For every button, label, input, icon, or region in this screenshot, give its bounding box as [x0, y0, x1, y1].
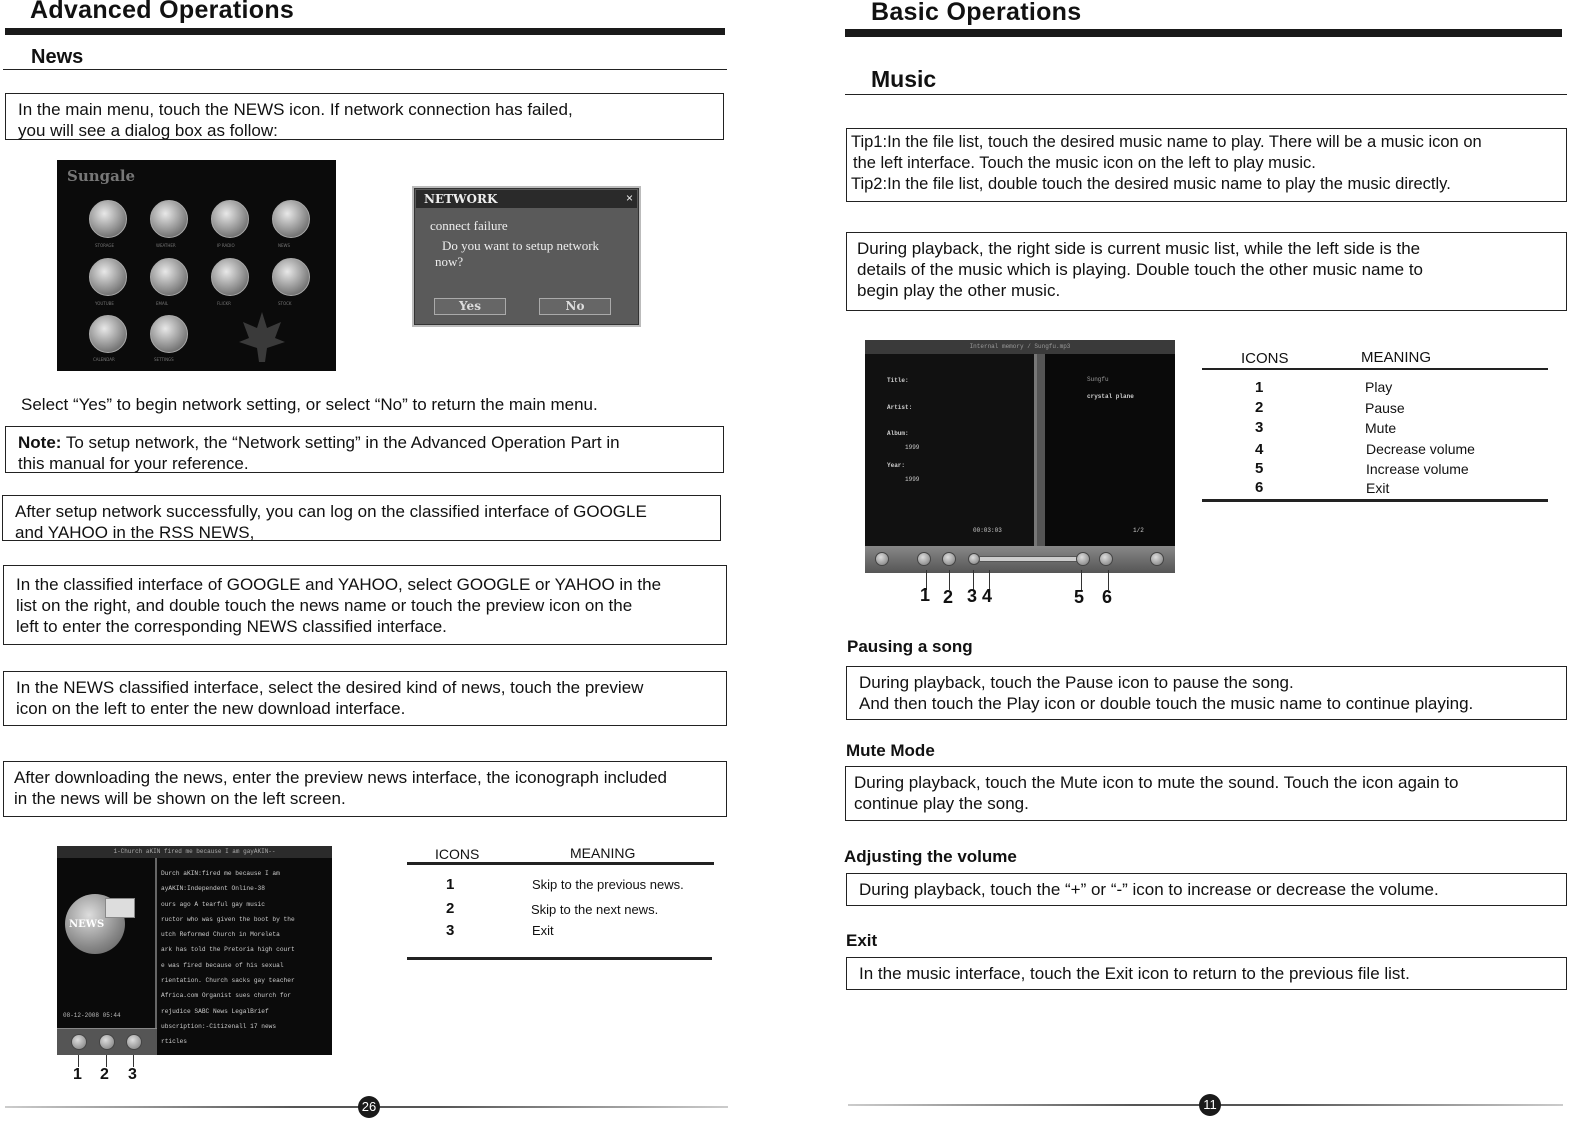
calendar-icon — [89, 315, 127, 353]
no-button[interactable]: No — [539, 298, 611, 315]
text-line: begin play the other music. — [857, 281, 1061, 300]
text-line: In the music interface, touch the Exit icon to return to the previous file list. — [859, 964, 1410, 983]
main-menu-screenshot — [57, 160, 336, 371]
page-number: 11 — [1199, 1094, 1221, 1116]
album-label: Album: — [887, 430, 909, 437]
icon-number: 3 — [446, 922, 455, 939]
flickr-icon — [211, 258, 249, 296]
text-line: left to enter the corresponding NEWS classified interface. — [16, 617, 447, 636]
left-subsection-title: News — [31, 46, 84, 68]
callout-number: 2 — [943, 587, 954, 607]
text-line: icon on the left to enter the new download interface. — [16, 699, 406, 718]
news-icon — [272, 200, 310, 238]
icon-meaning: Exit — [1366, 480, 1390, 496]
article-line: Africa.com Organist sues church for — [161, 992, 291, 1000]
elapsed-time: 00:03:03 — [973, 527, 1002, 534]
album-value: 1999 — [905, 444, 920, 451]
icon-meaning: Skip to the previous news. — [532, 877, 684, 892]
table-footer-rule — [1202, 499, 1548, 502]
tips-box — [846, 128, 1567, 202]
youtube-icon — [89, 258, 127, 296]
icon-meaning: Increase volume — [1366, 461, 1469, 477]
maple-leaf-icon — [237, 310, 287, 365]
article-line: ayAKIN:Independent Online-38 — [161, 885, 265, 893]
icon-label: EMAIL — [156, 301, 169, 306]
icon-label: STOCK — [278, 301, 292, 306]
play-button[interactable] — [917, 552, 931, 566]
stock-icon — [272, 258, 310, 296]
playlist-count: 1/2 — [1133, 527, 1144, 534]
note-box — [5, 426, 724, 473]
exit-button[interactable] — [126, 1034, 142, 1050]
callout-number: 4 — [982, 586, 993, 606]
article-line: ours ago A tearful gay music — [161, 900, 265, 908]
article-line: ark has told the Pretoria high court — [161, 946, 295, 954]
close-icon[interactable]: × — [626, 191, 634, 205]
setup-success-box — [2, 495, 721, 541]
volume-up-button[interactable] — [1076, 552, 1090, 566]
download-news-box — [3, 761, 727, 817]
music-player-screenshot — [865, 340, 1175, 573]
playlist-item[interactable]: Sungfu — [1087, 376, 1109, 383]
page-number: 26 — [358, 1096, 380, 1118]
icon-number: 4 — [1255, 441, 1264, 458]
dialog-question: Do you want to setup network — [442, 238, 600, 253]
article-line: ructor who was given the boot by the — [161, 915, 295, 923]
text-line: During playback, touch the Mute icon to mute the sound. Touch the icon again to — [854, 773, 1459, 792]
note-label: Note: — [18, 433, 62, 452]
settings-icon — [150, 315, 188, 353]
news-logo-text: NEWS — [69, 919, 105, 930]
next-news-button[interactable] — [99, 1034, 115, 1050]
select-instruction: Select “Yes” to begin network setting, or select “No” to return the main menu. — [21, 395, 598, 414]
icon-number: 3 — [1255, 419, 1264, 436]
dialog-title: NETWORK — [424, 192, 498, 206]
text-line: After setup network successfully, you can log on the classified interface of GOOGLE — [15, 502, 647, 521]
text-line: you will see a dialog box as follow: — [18, 121, 278, 140]
text-line: continue play the song. — [854, 794, 1029, 813]
storage-icon — [89, 200, 127, 238]
year-label: Year: — [887, 462, 906, 469]
weather-icon — [150, 200, 188, 238]
volume-bar[interactable] — [979, 556, 1079, 562]
pausing-heading: Pausing a song — [847, 637, 973, 656]
text-line: list on the right, and double touch the news name or touch the preview icon on the — [16, 596, 633, 615]
article-line: rientation. Church sacks gay teacher — [161, 977, 295, 985]
icon-label: FLICKR — [217, 301, 231, 306]
meaning-column-header: MEANING — [570, 845, 636, 861]
text-line: in the news will be shown on the left screen. — [14, 789, 346, 808]
table-footer-rule — [407, 957, 712, 960]
icons-column-header: ICONS — [435, 846, 480, 862]
news-header: 1-Church aKIN fired me because I am gayAKIN-- — [57, 846, 332, 858]
callout-number: 1 — [73, 1066, 82, 1083]
article-line: utch Reformed Church in Moreleta — [161, 931, 280, 939]
playback-box — [846, 232, 1567, 311]
news-timestamp: 08-12-2008 05:44 — [63, 1012, 121, 1019]
text-line: In the NEWS classified interface, select the desired kind of news, touch the preview — [16, 678, 644, 697]
callout-number: 1 — [920, 585, 931, 605]
right-subsection-title: Music — [871, 66, 937, 92]
left-section-title: Advanced Operations — [30, 0, 295, 24]
text-line: And then touch the Play icon or double touch the music name to continue playing. — [859, 694, 1474, 713]
icon-label: CALENDAR — [93, 357, 115, 362]
brand-logo: Sungale — [67, 167, 136, 185]
text-line: During playback, touch the “+” or “-” icon to increase or decrease the volume. — [859, 880, 1439, 899]
icon-meaning: Decrease volume — [1366, 441, 1475, 457]
callout-number: 2 — [100, 1066, 109, 1083]
exit-box — [846, 957, 1567, 990]
callout-number: 3 — [128, 1066, 137, 1083]
table-header-rule — [1202, 368, 1548, 370]
callout-number: 3 — [967, 586, 978, 606]
text-line: Tip1:In the file list, touch the desired music name to play. There will be a music icon on — [851, 133, 1482, 151]
callout-number: 6 — [1102, 587, 1113, 607]
news-article-text — [161, 866, 295, 1050]
icon-label: NEWS — [278, 243, 291, 248]
icons-column-header: ICONS — [1241, 350, 1289, 367]
icon-label: IP RADIO — [217, 243, 235, 248]
text-line — [18, 432, 711, 453]
text-line: details of the music which is playing. Double touch the other music name to — [857, 260, 1424, 279]
icon-label: STORAGE — [95, 243, 115, 248]
left-intro-box — [5, 93, 724, 140]
pausing-box — [846, 666, 1567, 720]
network-dialog — [412, 186, 641, 327]
text-line: In the classified interface of GOOGLE and YAHOO, select GOOGLE or YAHOO in the — [16, 575, 662, 594]
left-subsection-rule — [3, 69, 727, 70]
icon-number: 2 — [1255, 399, 1264, 416]
icon-number: 5 — [1255, 460, 1264, 477]
icon-number: 1 — [1255, 379, 1264, 396]
text-line: this manual for your reference. — [18, 454, 249, 473]
icon-number: 6 — [1255, 479, 1264, 496]
callout-number: 5 — [1074, 587, 1085, 607]
icon-number: 1 — [446, 876, 455, 893]
text-line: During playback, the right side is current music list, while the left side is the — [857, 239, 1421, 258]
playlist-item[interactable]: crystal plane — [1087, 393, 1134, 400]
left-nav-button[interactable] — [875, 552, 889, 566]
text-line: the left interface. Touch the music icon on the left to play music. — [853, 154, 1316, 172]
table-header-rule — [407, 862, 714, 865]
icon-meaning: Play — [1365, 379, 1393, 395]
icon-label: SETTINGS — [154, 357, 174, 362]
right-title-rule — [845, 29, 1562, 37]
right-nav-button[interactable] — [1150, 552, 1164, 566]
year-value: 1999 — [905, 476, 920, 483]
volume-box — [846, 873, 1567, 906]
text-line: After downloading the news, enter the preview news interface, the iconograph included — [14, 768, 668, 787]
icon-label: YOUTUBE — [95, 301, 114, 306]
meaning-column-header: MEANING — [1361, 349, 1432, 366]
yes-button[interactable]: Yes — [434, 298, 506, 315]
artist-label: Artist: — [887, 404, 913, 411]
text-line: In the main menu, touch the NEWS icon. If network connection has failed, — [18, 100, 573, 119]
music-header: Internal memory / Sungfu.mp3 — [865, 340, 1175, 354]
icon-meaning: Skip to the next news. — [531, 902, 659, 917]
news-preview-screenshot — [57, 846, 332, 1055]
text-line: During playback, touch the Pause icon to pause the song. — [859, 673, 1294, 692]
dialog-question-cont: now? — [435, 254, 464, 269]
icon-number: 2 — [446, 900, 455, 917]
dialog-message: connect failure — [430, 218, 508, 233]
right-subsection-rule — [845, 94, 1567, 95]
previous-news-button[interactable] — [71, 1034, 87, 1050]
text-line: and YAHOO in the RSS NEWS, — [15, 523, 255, 542]
classified-interface-box — [3, 565, 727, 645]
icon-meaning: Exit — [532, 923, 554, 938]
icon-meaning: Pause — [1365, 400, 1405, 416]
email-icon — [150, 258, 188, 296]
pause-button[interactable] — [942, 552, 956, 566]
note-text: To setup network, the “Network setting” in the Advanced Operation Part in — [61, 433, 620, 452]
ip-radio-icon — [211, 200, 249, 238]
article-line: Durch aKIN:fired me because I am — [161, 870, 280, 877]
news-classified-box — [3, 671, 727, 726]
title-label: Title: — [887, 377, 909, 384]
article-line: ubscription:-Citizenall 17 news — [161, 1022, 277, 1030]
right-section-title: Basic Operations — [871, 0, 1082, 26]
left-title-rule — [5, 28, 725, 35]
article-line: rticles — [161, 1038, 187, 1046]
text-line: Tip2:In the file list, double touch the desired music name to play the music directly. — [851, 175, 1451, 193]
exit-heading: Exit — [846, 931, 878, 950]
icon-label: WEATHER — [156, 243, 176, 248]
mute-box — [845, 766, 1567, 821]
article-line: rejudice SABC News LegalBrief — [161, 1007, 269, 1015]
exit-button[interactable] — [1099, 552, 1113, 566]
article-line: e was fired because of his sexual — [161, 961, 284, 969]
icon-meaning: Mute — [1365, 420, 1397, 436]
mute-heading: Mute Mode — [846, 741, 935, 760]
volume-heading: Adjusting the volume — [844, 847, 1017, 866]
